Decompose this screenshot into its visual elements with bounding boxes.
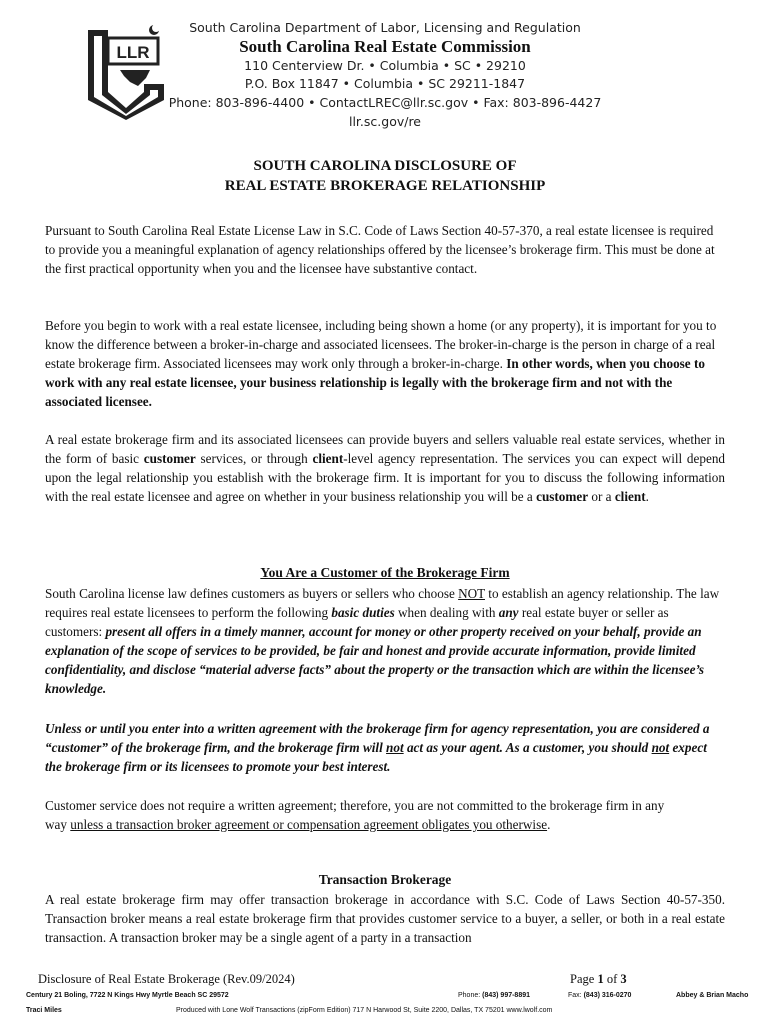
p2-bold-text: In other words, when you choose to work with any real estate licensee, your business relationship is legally with the brokerage firm and not with the associated licensee. [45,356,705,409]
fax-info [568,992,631,999]
s1-text-b: to establish an agency relationship. The law requires real estate licensees to perform the following [45,586,720,620]
intro-paragraph: Pursuant to South Carolina Real Estate License Law in S.C. Code of Laws Section 40-57-370, a real estate licensee is required to provide you a meaningful explanation of agency relationships offered by the licensee’s brokerage firm. This must be done at the first practical opportunity when you and the licensee have substantive contact. [45,223,715,276]
customer-agency-paragraph [45,719,725,776]
s3-underlined: unless a transaction broker agreement or compensation agreement obligates you otherwise [70,817,548,832]
fax-label: Fax: [568,992,582,999]
agents-name [676,992,748,999]
section-heading-customer [0,565,770,581]
address-line-2: P.O. Box 11847 • Columbia • SC 29211-1847 [244,76,526,91]
p3-text-b: services, or through [195,451,313,466]
address-line-1: 110 Centerview Dr. • Columbia • SC • 29210 [244,58,526,73]
p2-text: Before you begin to work with a real estate licensee, including being shown a home (or any property), it is important for you to know the difference between a broker-in-charge and associated licensees. The broker-in-charge is the person in charge of a real estate brokerage firm. Associated licensees may work only through a broker-in-charge. [45,318,717,371]
p3-text-d: or a [588,489,615,504]
customer-service-paragraph [45,796,685,834]
s2-text-b: act as your agent. As a customer, you should [403,740,652,755]
page-current: 1 [597,972,604,986]
p3-text-a: A real estate brokerage firm and its associated licensees can provide buyers and sellers valuable real estate services, whether in the form of basic [45,432,725,466]
s1-duties-list: present all offers in a timely manner, account for money or other property received on your behalf, provide an explanation of the scope of services to be provided, be fair and honest and provide accurate information, provide limited confidentiality, and disclose “material adverse facts” about the property or the transaction which are within the licensee’s knowledge. [45,624,705,696]
letterhead [0,0,770,140]
services-paragraph [45,430,725,506]
produced-with: Produced with Lone Wolf Transactions (zipForm Edition) 717 N Harwood St, Suite 2200, Dallas, TX 75201 www.lwolf.com [176,1007,553,1014]
customer-duties-paragraph [45,584,725,698]
fax-number: (843) 316-0270 [583,992,632,999]
section-heading-customer-text: You Are a Customer of the Brokerage Firm [260,565,510,580]
section-heading-transaction: Transaction Brokerage [318,872,452,887]
p3-customer-2: customer [536,489,589,504]
phone-label: Phone: [458,992,481,999]
broker-in-charge-paragraph [45,316,725,411]
user-name [26,1007,62,1014]
p3-text-e: . [645,489,649,504]
agents-name-text: Abbey & Brian Macho [676,992,749,999]
title-line-1: SOUTH CAROLINA DISCLOSURE OF [253,158,517,174]
page-number [570,972,627,987]
s1-text-c: when dealing with [394,605,499,620]
transaction-brokerage-paragraph: A real estate brokerage firm may offer transaction brokerage in accordance with S.C. Code of Laws Section 40-57-350. Transaction broker means a real estate brokerage firm that provides customer service to a buyer, a seller, or both in a real estate transaction. A transaction broker may be a single agent of a party in a transaction [45,892,725,945]
p3-client-2: client [614,489,646,504]
user-name-text: Traci Miles [26,1007,62,1014]
page-of: of [603,972,621,986]
phone-number: (843) 997-8891 [482,992,531,999]
document-title [0,156,770,196]
p3-text-c: -level agency representation. The services you can expect will depend upon the legal relationship you establish with the brokerage firm. It is important for you to discuss the following information with the real estate licensee and agree on whether in your business relationship you will be a [45,451,726,504]
page-prefix: Page [570,972,598,986]
s2-not-2: not [651,740,670,755]
agency-name: South Carolina Department of Labor, Licensing and Regulation [189,20,581,35]
s1-any: any [498,605,519,620]
s1-not: NOT [458,586,485,601]
commission-name: South Carolina Real Estate Commission [239,37,531,56]
page-total: 3 [620,972,627,986]
p3-client: client [312,451,344,466]
contact-line: Phone: 803-896-4400 • ContactLREC@llr.sc.gov • Fax: 803-896-4427 [168,95,602,110]
phone-info [458,992,530,999]
s2-text-a: Unless or until you enter into a written agreement with the brokerage firm for agency representation, you are considered a “customer” of the brokerage firm, and the brokerage firm will [45,721,710,755]
p3-customer: customer [143,451,196,466]
title-line-2: REAL ESTATE BROKERAGE RELATIONSHIP [224,178,546,194]
s1-text-a: South Carolina license law defines customers as buyers or sellers who choose [45,586,459,601]
s2-text-c: expect the brokerage firm or its licensees to promote your best interest. [45,740,707,774]
s3-text-a: Customer service does not require a written agreement; therefore, you are not committed to the brokerage firm in any way [45,798,665,832]
website-link[interactable]: llr.sc.gov/re [348,114,421,129]
s3-text-b: . [547,817,551,832]
s1-text-d: real estate buyer or seller as customers: [45,605,669,639]
s1-basic-duties: basic duties [331,605,395,620]
office-address: Century 21 Boling, 7722 N Kings Hwy Myrtle Beach SC 29572 [26,992,229,999]
office-info [26,992,229,999]
svg-text:LLR: LLR [116,43,150,62]
s2-not-1: not [386,740,404,755]
form-name: Disclosure of Real Estate Brokerage (Rev.09/2024) [38,972,295,986]
